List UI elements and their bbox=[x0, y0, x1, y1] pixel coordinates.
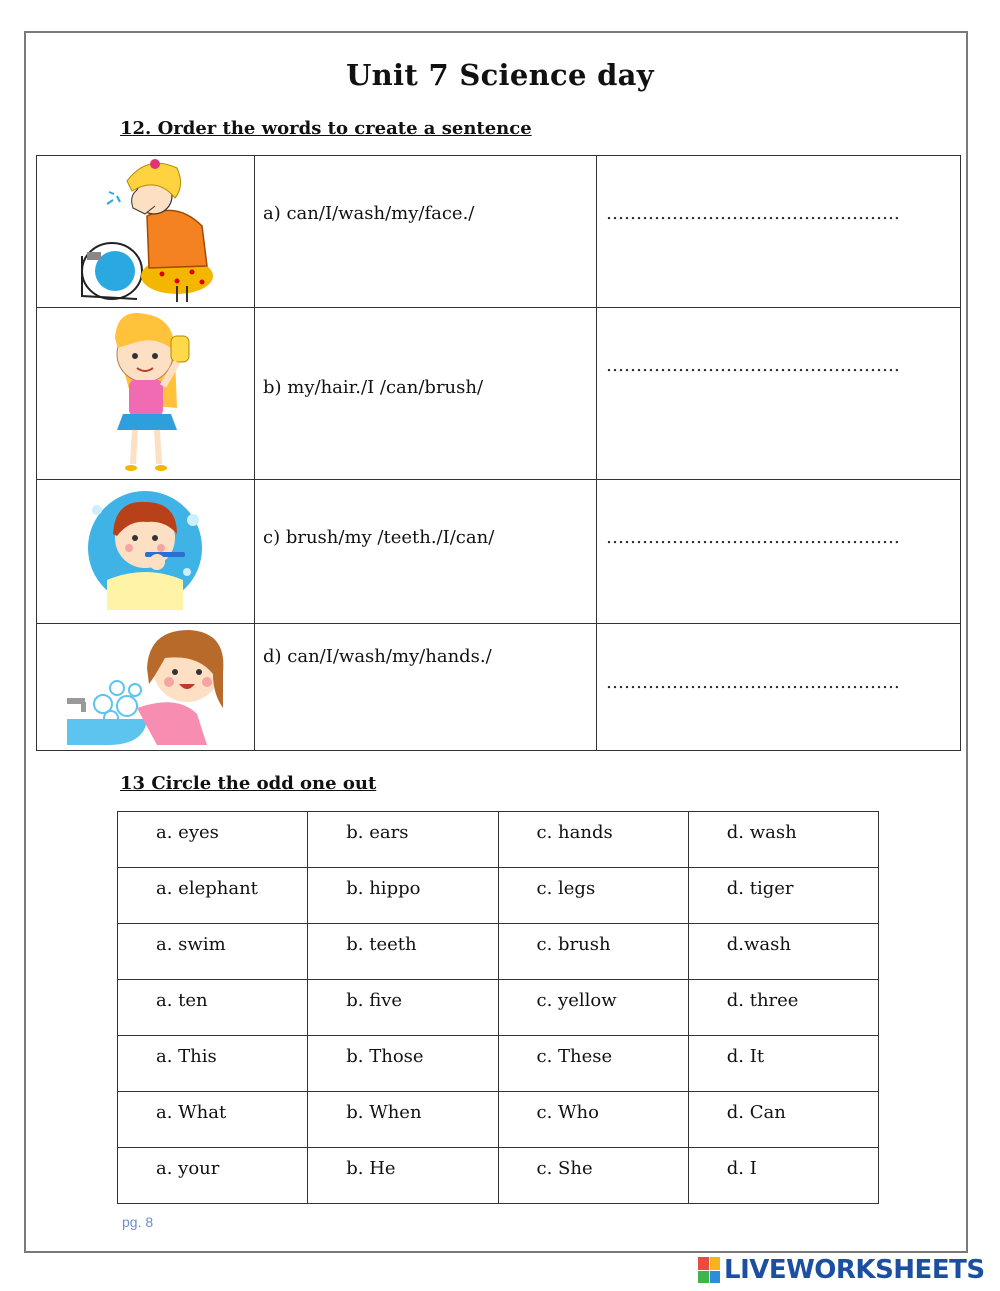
brand-name: LIVEWORKSHEETS bbox=[724, 1255, 985, 1285]
option-cell[interactable]: a. This bbox=[118, 1036, 308, 1092]
option-cell[interactable]: c. These bbox=[498, 1036, 688, 1092]
answer-field[interactable] bbox=[606, 527, 926, 548]
answer-cell bbox=[597, 480, 961, 624]
sentence-prompt: a) can/I/wash/my/face./ bbox=[263, 203, 475, 224]
girl-washing-face-icon bbox=[37, 156, 254, 302]
option-cell[interactable]: c. yellow bbox=[498, 980, 688, 1036]
option-cell[interactable]: a. elephant bbox=[118, 868, 308, 924]
page-number: pg. 8 bbox=[122, 1214, 154, 1230]
option-cell[interactable]: a. your bbox=[118, 1148, 308, 1204]
option-cell[interactable]: c. Who bbox=[498, 1092, 688, 1148]
order-words-table bbox=[36, 155, 961, 751]
table-row bbox=[118, 924, 879, 980]
option-cell[interactable]: b. hippo bbox=[308, 868, 498, 924]
prompt-cell bbox=[255, 480, 597, 624]
answer-cell bbox=[597, 624, 961, 751]
option-cell[interactable]: d. three bbox=[688, 980, 878, 1036]
option-cell[interactable]: c. She bbox=[498, 1148, 688, 1204]
section-12-heading: 12. Order the words to create a sentence bbox=[120, 118, 532, 139]
girl-washing-hands-icon bbox=[37, 624, 254, 745]
boy-brushing-teeth-icon bbox=[37, 480, 254, 618]
option-cell[interactable]: b. When bbox=[308, 1092, 498, 1148]
liveworksheets-logo bbox=[698, 1255, 985, 1285]
table-row bbox=[37, 156, 961, 308]
option-cell[interactable]: d. It bbox=[688, 1036, 878, 1092]
section-13-heading: 13 Circle the odd one out bbox=[120, 773, 377, 794]
table-row bbox=[118, 868, 879, 924]
girl-brushing-hair-icon bbox=[37, 308, 254, 474]
option-cell[interactable]: d. wash bbox=[688, 812, 878, 868]
table-row bbox=[118, 1148, 879, 1204]
option-cell[interactable]: c. hands bbox=[498, 812, 688, 868]
option-cell[interactable]: a. eyes bbox=[118, 812, 308, 868]
answer-field[interactable] bbox=[606, 672, 926, 693]
table-row bbox=[37, 624, 961, 751]
option-cell[interactable]: b. ears bbox=[308, 812, 498, 868]
prompt-cell bbox=[255, 624, 597, 751]
image-cell bbox=[37, 308, 255, 480]
table-row bbox=[118, 812, 879, 868]
answer-field[interactable] bbox=[606, 203, 926, 224]
answer-field[interactable] bbox=[606, 355, 926, 376]
logo-icon bbox=[698, 1257, 720, 1283]
table-row bbox=[118, 1036, 879, 1092]
option-cell[interactable]: d. Can bbox=[688, 1092, 878, 1148]
option-cell[interactable]: d.wash bbox=[688, 924, 878, 980]
option-cell[interactable]: c. brush bbox=[498, 924, 688, 980]
image-cell bbox=[37, 156, 255, 308]
option-cell[interactable]: b. teeth bbox=[308, 924, 498, 980]
option-cell[interactable]: d. I bbox=[688, 1148, 878, 1204]
odd-one-out-table bbox=[117, 811, 879, 1204]
option-cell[interactable]: b. He bbox=[308, 1148, 498, 1204]
image-cell bbox=[37, 624, 255, 751]
page-title: Unit 7 Science day bbox=[346, 58, 654, 92]
option-cell[interactable]: a. What bbox=[118, 1092, 308, 1148]
option-cell[interactable]: d. tiger bbox=[688, 868, 878, 924]
prompt-cell bbox=[255, 308, 597, 480]
sentence-prompt: d) can/I/wash/my/hands./ bbox=[263, 646, 492, 667]
table-row bbox=[118, 1092, 879, 1148]
image-cell bbox=[37, 480, 255, 624]
option-cell[interactable]: a. ten bbox=[118, 980, 308, 1036]
option-cell[interactable]: b. five bbox=[308, 980, 498, 1036]
sentence-prompt: c) brush/my /teeth./I/can/ bbox=[263, 527, 495, 548]
answer-cell bbox=[597, 156, 961, 308]
option-cell[interactable]: a. swim bbox=[118, 924, 308, 980]
table-row bbox=[37, 308, 961, 480]
option-cell[interactable]: b. Those bbox=[308, 1036, 498, 1092]
option-cell[interactable]: c. legs bbox=[498, 868, 688, 924]
answer-cell bbox=[597, 308, 961, 480]
table-row bbox=[118, 980, 879, 1036]
table-row bbox=[37, 480, 961, 624]
sentence-prompt: b) my/hair./I /can/brush/ bbox=[263, 377, 484, 398]
prompt-cell bbox=[255, 156, 597, 308]
